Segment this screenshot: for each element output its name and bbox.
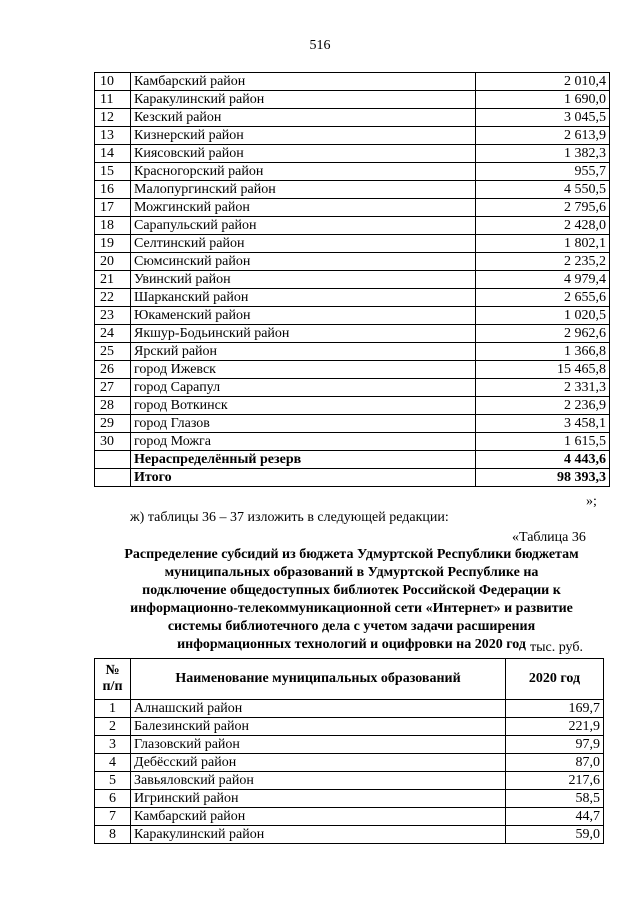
table-row xyxy=(95,826,604,844)
table-row xyxy=(95,91,610,109)
row-number: 13 xyxy=(95,127,131,145)
municipality-name: Можгинский район xyxy=(131,199,476,217)
table-row xyxy=(95,736,604,754)
subsidy-amount: 2 236,9 xyxy=(476,397,610,415)
empty-cell xyxy=(95,469,131,487)
municipality-name: Камбарский район xyxy=(131,808,506,826)
municipality-name: Каракулинский район xyxy=(131,91,476,109)
caption-line: системы библиотечного дела с учетом задачи расширения xyxy=(167,619,536,634)
subsidy-amount: 44,7 xyxy=(506,808,604,826)
subsidy-amount: 15 465,8 xyxy=(476,361,610,379)
table-row xyxy=(95,235,610,253)
subsidy-amount: 1 020,5 xyxy=(476,307,610,325)
subsidy-amount: 1 366,8 xyxy=(476,343,610,361)
table-row xyxy=(95,379,610,397)
units-label: тыс. руб. xyxy=(530,640,583,655)
table-header-row xyxy=(95,659,604,700)
row-number: 23 xyxy=(95,307,131,325)
library-subsidy-table xyxy=(94,658,604,844)
municipality-name: город Сарапул xyxy=(131,379,476,397)
subsidy-amount: 1 382,3 xyxy=(476,145,610,163)
total-row-amount: 98 393,3 xyxy=(476,469,610,487)
municipality-name: город Воткинск xyxy=(131,397,476,415)
municipality-name: Завьяловский район xyxy=(131,772,506,790)
total-row-label: Итого xyxy=(131,469,476,487)
subsidy-amount: 4 550,5 xyxy=(476,181,610,199)
row-number: 29 xyxy=(95,415,131,433)
subsidy-table-continued xyxy=(94,72,610,487)
municipality-name: Сюмсинский район xyxy=(131,253,476,271)
table-row xyxy=(95,325,610,343)
row-number: 7 xyxy=(95,808,131,826)
table-row xyxy=(95,199,610,217)
municipality-name: город Ижевск xyxy=(131,361,476,379)
subsidy-amount: 2 962,6 xyxy=(476,325,610,343)
row-number: 2 xyxy=(95,718,131,736)
municipality-name: Шарканский район xyxy=(131,289,476,307)
table-row xyxy=(95,73,610,91)
subsidy-amount: 2 010,4 xyxy=(476,73,610,91)
table-row xyxy=(95,289,610,307)
amendment-instruction: ж) таблицы 36 – 37 изложить в следующей редакции: xyxy=(130,510,449,525)
municipality-name: город Глазов xyxy=(131,415,476,433)
table-row xyxy=(95,217,610,235)
row-number: 28 xyxy=(95,397,131,415)
row-number: 19 xyxy=(95,235,131,253)
subsidy-amount: 217,6 xyxy=(506,772,604,790)
row-number: 14 xyxy=(95,145,131,163)
municipality-name: Дебёсский район xyxy=(131,754,506,772)
subsidy-amount: 955,7 xyxy=(476,163,610,181)
municipality-name: Якшур-Бодьинский район xyxy=(131,325,476,343)
total-row xyxy=(95,469,610,487)
table-row xyxy=(95,415,610,433)
row-number: 25 xyxy=(95,343,131,361)
table-row xyxy=(95,145,610,163)
caption-line: муниципальных образований в Удмуртской Республике на xyxy=(164,565,539,580)
subsidy-amount: 2 331,3 xyxy=(476,379,610,397)
row-number: 27 xyxy=(95,379,131,397)
table-row xyxy=(95,253,610,271)
subsidy-amount: 2 613,9 xyxy=(476,127,610,145)
subsidy-amount: 1 615,5 xyxy=(476,433,610,451)
subsidy-amount: 169,7 xyxy=(506,700,604,718)
subsidy-amount: 2 795,6 xyxy=(476,199,610,217)
row-number: 6 xyxy=(95,790,131,808)
table-row xyxy=(95,271,610,289)
caption-line: информационных технологий и оцифровки на 2020 год xyxy=(177,637,526,652)
municipality-name: Кезский район xyxy=(131,109,476,127)
row-number: 8 xyxy=(95,826,131,844)
municipality-name: Балезинский район xyxy=(131,718,506,736)
municipality-name: Камбарский район xyxy=(131,73,476,91)
reserve-row-label: Нераспределённый резерв xyxy=(131,451,476,469)
closing-quote: »; xyxy=(586,494,597,509)
row-number: 24 xyxy=(95,325,131,343)
row-number: 21 xyxy=(95,271,131,289)
table-row xyxy=(95,790,604,808)
table-row xyxy=(95,307,610,325)
table-row xyxy=(95,127,610,145)
table-row xyxy=(95,109,610,127)
row-number: 3 xyxy=(95,736,131,754)
subsidy-amount: 1 690,0 xyxy=(476,91,610,109)
municipality-name: Глазовский район xyxy=(131,736,506,754)
table-row xyxy=(95,754,604,772)
subsidy-amount: 2 235,2 xyxy=(476,253,610,271)
table-body xyxy=(95,700,604,844)
municipality-name: Ярский район xyxy=(131,343,476,361)
municipality-name: Киясовский район xyxy=(131,145,476,163)
row-number: 4 xyxy=(95,754,131,772)
empty-cell xyxy=(95,451,131,469)
row-number: 26 xyxy=(95,361,131,379)
table-row xyxy=(95,433,610,451)
municipality-name: Увинский район xyxy=(131,271,476,289)
column-header-name: Наименование муниципальных образований xyxy=(131,659,506,700)
caption-line: информационно-телекоммуникационной сети «Интернет» и развитие xyxy=(130,601,573,616)
table-caption xyxy=(94,546,609,654)
table-row xyxy=(95,772,604,790)
municipality-name: город Можга xyxy=(131,433,476,451)
row-number: 18 xyxy=(95,217,131,235)
subsidy-amount: 59,0 xyxy=(506,826,604,844)
row-number: 11 xyxy=(95,91,131,109)
caption-line: Распределение субсидий из бюджета Удмуртской Республики бюджетам xyxy=(124,547,579,562)
municipality-name: Малопургинский район xyxy=(131,181,476,199)
municipality-name: Кизнерский район xyxy=(131,127,476,145)
municipality-name: Каракулинский район xyxy=(131,826,506,844)
subsidy-amount: 97,9 xyxy=(506,736,604,754)
subsidy-amount: 3 045,5 xyxy=(476,109,610,127)
subsidy-amount: 2 655,6 xyxy=(476,289,610,307)
municipality-name: Юкаменский район xyxy=(131,307,476,325)
table-row xyxy=(95,181,610,199)
subsidy-amount: 3 458,1 xyxy=(476,415,610,433)
subsidy-amount: 87,0 xyxy=(506,754,604,772)
table-row xyxy=(95,718,604,736)
caption-line: подключение общедоступных библиотек Российской Федерации к xyxy=(142,583,561,598)
subsidy-amount: 2 428,0 xyxy=(476,217,610,235)
table-row xyxy=(95,361,610,379)
row-number: 1 xyxy=(95,700,131,718)
subsidy-amount: 4 979,4 xyxy=(476,271,610,289)
row-number: 16 xyxy=(95,181,131,199)
row-number: 15 xyxy=(95,163,131,181)
header-number-abbr: п/п xyxy=(102,679,123,694)
municipality-name: Сарапульский район xyxy=(131,217,476,235)
table-row xyxy=(95,700,604,718)
subsidy-amount: 58,5 xyxy=(506,790,604,808)
municipality-name: Селтинский район xyxy=(131,235,476,253)
table-row xyxy=(95,397,610,415)
table-row xyxy=(95,163,610,181)
table-row xyxy=(95,343,610,361)
reserve-row xyxy=(95,451,610,469)
row-number: 10 xyxy=(95,73,131,91)
municipality-name: Алнашский район xyxy=(131,700,506,718)
row-number: 20 xyxy=(95,253,131,271)
header-number-symbol: № xyxy=(105,663,120,678)
municipality-name: Красногорский район xyxy=(131,163,476,181)
row-number: 5 xyxy=(95,772,131,790)
column-header-number xyxy=(95,659,131,700)
row-number: 30 xyxy=(95,433,131,451)
row-number: 12 xyxy=(95,109,131,127)
subsidy-amount: 221,9 xyxy=(506,718,604,736)
subsidy-amount: 1 802,1 xyxy=(476,235,610,253)
row-number: 17 xyxy=(95,199,131,217)
table-label: «Таблица 36 xyxy=(512,530,586,545)
column-header-year: 2020 год xyxy=(506,659,604,700)
row-number: 22 xyxy=(95,289,131,307)
table-row xyxy=(95,808,604,826)
reserve-row-amount: 4 443,6 xyxy=(476,451,610,469)
table-body xyxy=(95,73,610,487)
page-number: 516 xyxy=(309,38,331,53)
municipality-name: Игринский район xyxy=(131,790,506,808)
